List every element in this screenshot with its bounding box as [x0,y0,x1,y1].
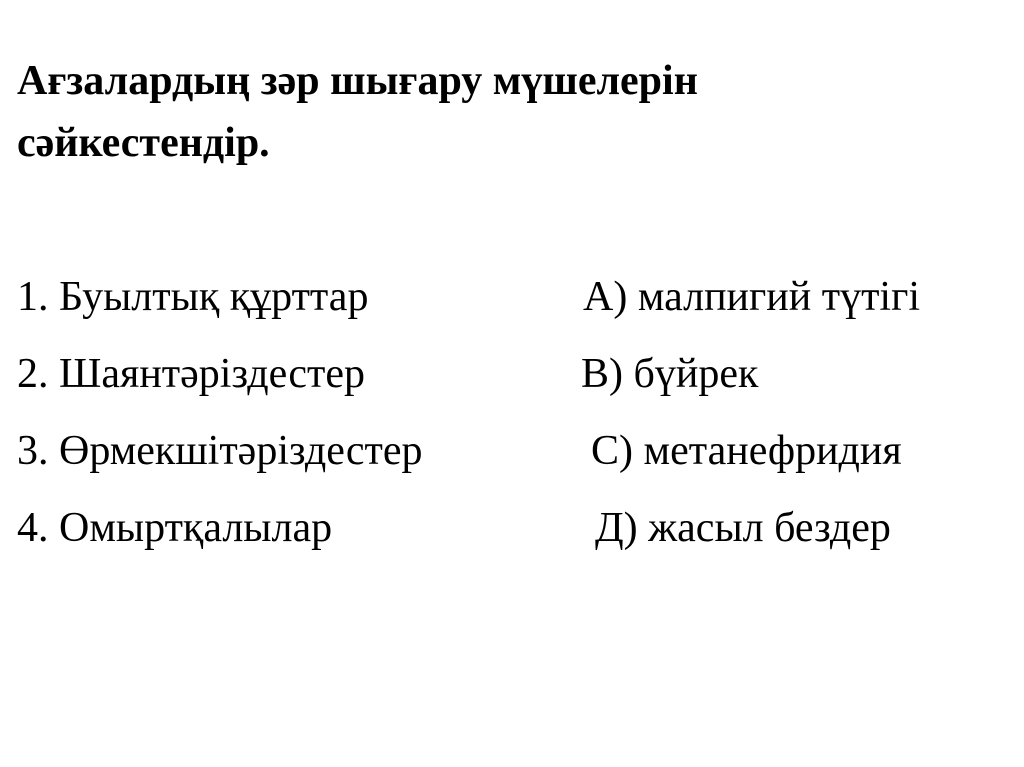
organism-item: 1. Буылтық құрттар [17,274,369,320]
organism-item: 3. Өрмекшітәріздестер [17,428,423,474]
organ-item: С) метанефридия [591,428,902,474]
organ-item: Д) жасыл бездер [595,505,891,551]
title-line-2: сәйкестендір. [17,120,270,166]
matching-list [17,272,1017,580]
organism-item: 4. Омыртқалылар [17,505,333,551]
matching-row [17,349,1017,426]
organ-item: В) бүйрек [581,351,759,397]
organ-item: А) малпигий түтігі [583,274,920,320]
title-line-1: Ағзалардың зәр шығару мүшелерін [17,58,698,104]
matching-row [17,272,1017,349]
matching-row [17,503,1017,580]
matching-row [17,426,1017,503]
organism-item: 2. Шаянтәріздестер [17,351,365,397]
slide-title [17,50,1007,174]
